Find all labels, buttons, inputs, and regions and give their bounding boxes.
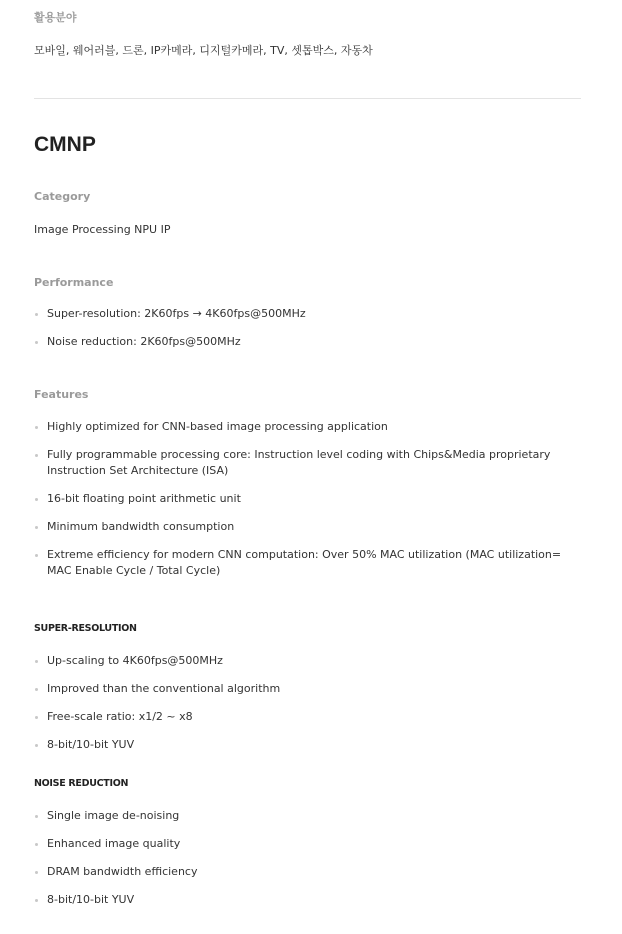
features-label: Features (34, 388, 89, 401)
noise-reduction-label: NOISE REDUCTION (34, 778, 129, 789)
list-item: 8-bit/10-bit YUV (34, 737, 582, 753)
usage-label: 활용분야 (34, 11, 77, 24)
list-item: Minimum bandwidth consumption (34, 519, 582, 535)
list-item: Highly optimized for CNN-based image processing application (34, 419, 582, 435)
list-item: Super-resolution: 2K60fps → 4K60fps@500MHz (34, 306, 582, 322)
list-item: Free-scale ratio: x1/2 ~ x8 (34, 709, 582, 725)
list-item: Noise reduction: 2K60fps@500MHz (34, 334, 582, 350)
list-item: DRAM bandwidth efficiency (34, 864, 582, 880)
list-item: Enhanced image quality (34, 836, 582, 852)
usage-text: 모바일, 웨어러블, 드론, IP카메라, 디지털카메라, TV, 셋톱박스, 자동차 (34, 44, 373, 57)
list-item: Up-scaling to 4K60fps@500MHz (34, 653, 582, 669)
category-label: Category (34, 190, 91, 203)
list-item: Fully programmable processing core: Instruction level coding with Chips&Media proprietary Instruction Set Architecture (ISA) (34, 447, 582, 479)
list-item: Improved than the conventional algorithm (34, 681, 582, 697)
performance-label: Performance (34, 276, 114, 289)
list-item: Single image de-noising (34, 808, 582, 824)
product-title: CMNP (34, 133, 96, 156)
list-item: 8-bit/10-bit YUV (34, 892, 582, 908)
features-list (34, 419, 582, 579)
performance-list (34, 306, 582, 350)
noise-reduction-list (34, 808, 582, 908)
super-resolution-list (34, 653, 582, 753)
super-resolution-label: SUPER-RESOLUTION (34, 623, 137, 634)
list-item: Extreme efficiency for modern CNN computation: Over 50% MAC utilization (MAC utilization= MAC Enable Cycle / Total Cycle) (34, 547, 582, 579)
list-item: 16-bit floating point arithmetic unit (34, 491, 582, 507)
section-divider (34, 98, 581, 99)
category-value: Image Processing NPU IP (34, 223, 171, 236)
